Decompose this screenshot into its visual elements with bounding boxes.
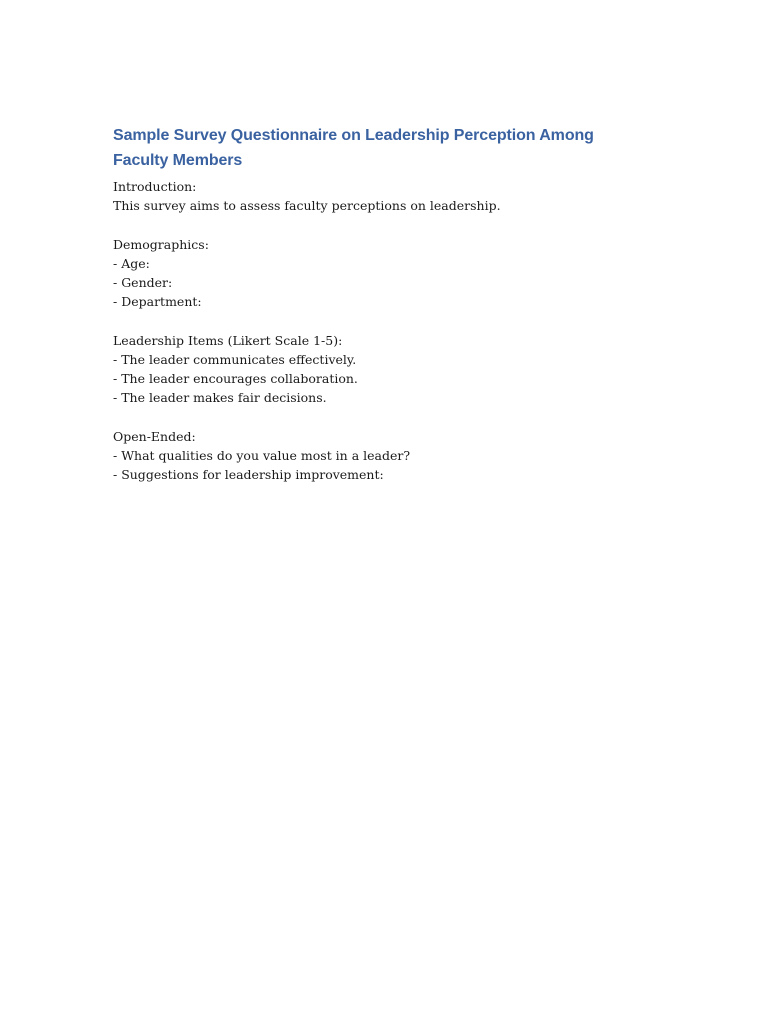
leadership-item-fair-decisions: - The leader makes fair decisions.: [113, 390, 327, 406]
demographics-heading: Demographics:: [113, 236, 209, 252]
document-content: [113, 123, 653, 484]
open-ended-heading: Open-Ended:: [113, 428, 196, 444]
demographics-item-age: - Age:: [113, 255, 150, 271]
demographics-item-gender: - Gender:: [113, 275, 173, 290]
leadership-items-section: [113, 331, 653, 408]
open-ended-section: [113, 427, 653, 485]
open-ended-item-qualities: - What qualities do you value most in a leader?: [113, 447, 411, 463]
open-ended-item-suggestions: - Suggestions for leadership improvement:: [113, 467, 384, 482]
leadership-item-communicates: - The leader communicates effectively.: [113, 351, 357, 367]
document-title: Sample Survey Questionnaire on Leadership Perception Among Faculty Members: [113, 127, 594, 169]
demographics-item-department: - Department:: [113, 294, 202, 310]
introduction-section: [113, 177, 653, 215]
demographics-section: [113, 235, 653, 312]
document-body: [113, 177, 653, 484]
introduction-text: This survey aims to assess faculty perceptions on leadership.: [113, 198, 501, 214]
leadership-item-collaboration: - The leader encourages collaboration.: [113, 371, 358, 386]
leadership-items-heading: Leadership Items (Likert Scale 1-5):: [113, 332, 343, 348]
introduction-heading: Introduction:: [113, 179, 197, 194]
